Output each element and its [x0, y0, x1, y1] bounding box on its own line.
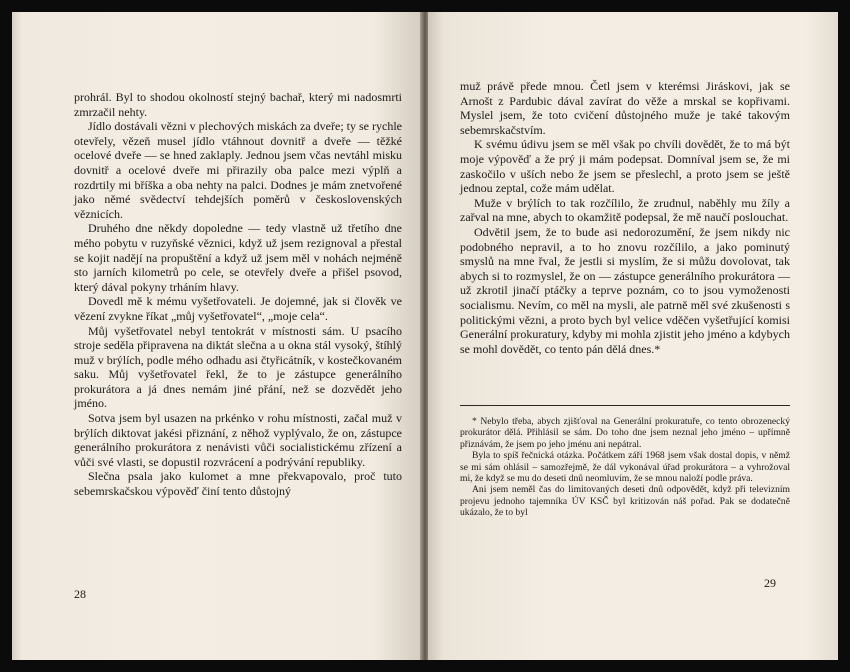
paragraph: Druhého dne někdy dopoledne — tedy vlastně už třetího dne mého pobytu v ruzyňské věznici, když už jsem rezignoval a přestal se kojit nadějí na propuštění a když už jsem měl v nohách nejméně sto jarních kilometrů po cele, se otevřely dveře a přišel psovod, který dával pokyny trháním hlavy.: [74, 221, 402, 294]
page-number: 29: [764, 576, 776, 590]
open-book: [12, 12, 838, 660]
paragraph: Odvětil jsem, že to bude asi nedorozumění, že jsem nikdy nic podobného nepravil, a to ho znovu rozčílilo, a jako pominutý smyslů na mne řval, že jestli si myslím, že si můžu dovolovat, tak abych si to rozmyslel, že on — zástupce generálního prokurátora — už zkrotil jinačí ptáčky a teprve poznám, co to jsou vymoženosti socialismu. Nevím, co měl na mysli, ale patrně měl své zkušenosti s politickými vězni, a proto bych byl velice vděčen vyšetřující komisi Generální prokuratury, kdyby mi mohla zjistit jeho jméno a kdybych se mohl dovědět, co tento pán dělá dnes.*: [460, 224, 790, 356]
paragraph: prohrál. Byl to shodou okolností stejný bachař, který mi nadosmrti zmrzačil nehty.: [74, 90, 402, 119]
paragraph: Můj vyšetřovatel nebyl tentokrát v místnosti sám. U psacího stroje seděla připravena na diktát slečna a u okna stál vysoký, štíhlý muž v brýlích, podle mého odhadu asi čtyřicátník, v kostečkovaném saku. Můj vyšetřovatel řekl, že to je zástupce generálního prokurátora a já dnes nemám jiné přání, než se dozvědět jeho jméno.: [74, 323, 402, 411]
right-page-body: [460, 79, 790, 356]
footnote-divider: [460, 405, 790, 406]
footnote: * Nebylo třeba, abych zjišťoval na Generální prokuratuře, co tento obrozenecký prokurátor dělá. Přihlásil se sám. Do toho dne jsem neznal jeho jméno – upřímně přiznávám, že jsem po jeho jménu ani nepátral.: [460, 416, 790, 450]
left-page-body: [74, 90, 402, 499]
right-page: [428, 12, 838, 660]
left-page: [12, 12, 422, 660]
paragraph: K svému údivu jsem se měl však po chvíli dovědět, že to má být moje výpověď a že prý ji mám podepsat. Domníval jsem se, že mi zaskočilo v uších nebo že jsem se přeslechl, a proto jsem se ještě jednou zeptal, cože mám udělat.: [460, 137, 790, 196]
footnotes: [460, 416, 790, 519]
paragraph: Dovedl mě k mému vyšetřovateli. Je dojemné, jak si člověk ve vězení zvykne říkat „můj vyšetřovatel“, „moje cela“.: [74, 294, 402, 323]
paragraph: Muže v brýlích to tak rozčílilo, že zrudnul, naběhly mu žíly a zařval na mne, abych to okamžitě podepsal, že mě naučí poslouchat.: [460, 195, 790, 225]
paragraph: Jídlo dostávali vězni v plechových miskách za dveře; ty se rychle otevřely, vězeň musel jídlo vtáhnout dovnitř a dveře — těžké ocelové dveře — se hned zaklaply. Jednou jsem včas nevtáhl misku dovnitř a ocelové dveře mi přirazily oba palce mezi výplň a rozdrtily mi bříška a oba nehty na palci. Dodnes je mám znetvořené jako němé svědectví tehdejších poměrů v československých věznicích.: [74, 119, 402, 221]
paragraph: Sotva jsem byl usazen na prkénko v rohu místnosti, začal muž v brýlích diktovat jakési přiznání, z něhož vyplývalo, že on, zástupce generálního prokurátora z nenávisti vůči socialistickému zřízení a vůči své vlasti, se dopustil rozvrácení a podrývání republiky.: [74, 411, 402, 469]
page-number: 28: [74, 587, 86, 601]
footnote: Ani jsem neměl čas do limitovaných deseti dnů odpovědět, když při televizním projevu jednoho tajemníka ÚV KSČ byl kritizován náš pořad. Pak se dodatečně ukázalo, že to byl: [460, 484, 790, 519]
paragraph: muž právě přede mnou. Četl jsem v kterémsi Jiráskovi, jak se Arnošt z Pardubic dával zavírat do věže a mrskal se kopřivami. Myslel jsem, že toto cvičení důstojného muže je také takovým sebemrskačstvím.: [460, 79, 790, 137]
footnote: Byla to spíš řečnická otázka. Počátkem září 1968 jsem však dostal dopis, v němž se mi sám ohlásil – samozřejmě, že dál vykonával úřad prokurátora – a vyhrožoval mi, že když se mu do deseti dnů neomluvím, že se mnou naloží podle práva.: [460, 450, 790, 485]
paragraph: Slečna psala jako kulomet a mne překvapovalo, proč tuto sebemrskačskou výpověď činí tento důstojný: [74, 469, 402, 499]
